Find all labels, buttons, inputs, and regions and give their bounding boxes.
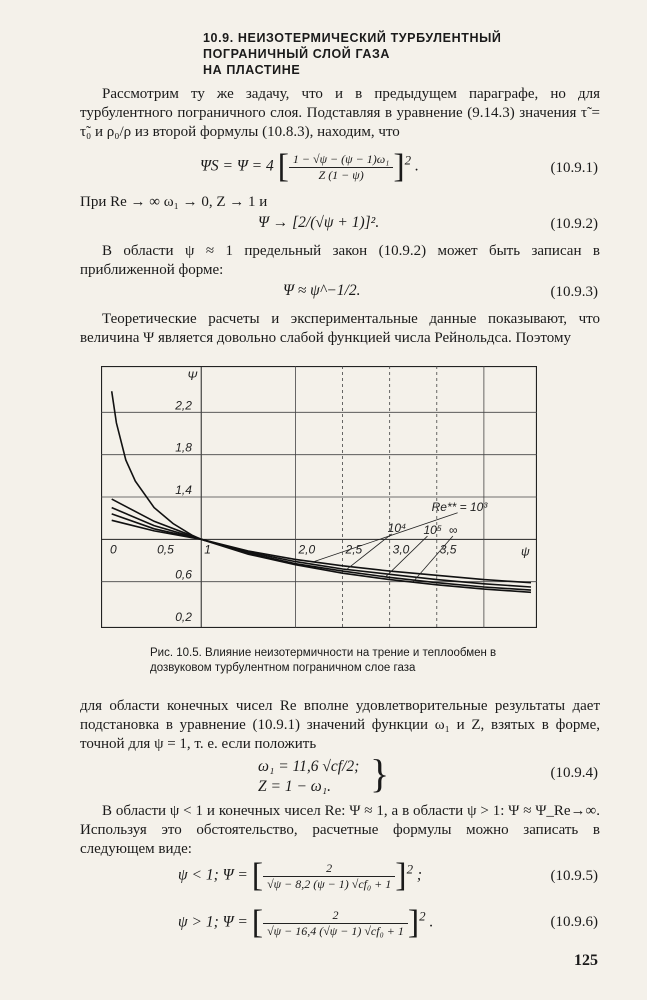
equation-10-9-3: Ψ ≈ ψ^−1/2.: [283, 282, 361, 299]
heading-line-2: ПОГРАНИЧНЫЙ СЛОЙ ГАЗА: [203, 47, 391, 61]
heading-line-1: 10.9. НЕИЗОТЕРМИЧЕСКИЙ ТУРБУЛЕНТНЫЙ: [203, 31, 502, 45]
x-tick-label: 2,5: [345, 542, 363, 557]
series-line: [112, 391, 202, 539]
equation-4-brace: }: [370, 751, 390, 796]
equation-10-9-1: ΨS = Ψ = 4 [ $\frac{\text{1 − √ψ − (ψ − 1)ω₁}}{Z (1 - \psi)}$ ]$^2$ .: [200, 148, 419, 185]
figure-caption: Рис. 10.5. Влияние неизотермичности на трение и теплообмен в дозвуковом турбулентном пограничном слое газа: [150, 647, 497, 674]
annotation-leader: [314, 513, 457, 562]
annotation-label: ∞: [448, 523, 458, 538]
heading-line-3: НА ПЛАСТИНЕ: [203, 63, 301, 77]
equation-tag-2: (10.9.2): [550, 216, 598, 232]
section-heading: [203, 30, 523, 78]
equation-4-line-2: Z = 1 − ω₁.: [258, 778, 331, 795]
equation-tag-4: (10.9.4): [550, 765, 598, 781]
equation-4-line-1: ω₁ = 11,6 √cf/2;: [258, 758, 360, 775]
y-axis-label: Ψ: [187, 369, 198, 383]
x-tick-label: 3,5: [439, 542, 457, 557]
x-tick-label: 0,5: [157, 542, 174, 557]
page-number: 125: [574, 952, 598, 969]
equation-10-9-5: ψ < 1; Ψ = [ $\frac{2}{\text{√ψ − 8,2 (ψ − 1) √cf₀ + 1}}$ ]$^2$ ;: [178, 857, 423, 894]
y-tick-label: 1,8: [175, 440, 192, 455]
y-tick-label: 2,2: [175, 398, 192, 413]
y-tick-label: 1,4: [175, 483, 192, 497]
paragraph-3: В области ψ ≈ 1 предельный закон (10.9.2) может быть записан в приближенной форме:: [80, 243, 600, 278]
x-tick-label: 1: [204, 542, 211, 557]
annotation-label: Re** = 10³: [431, 499, 488, 514]
equation-10-9-4: [258, 757, 359, 797]
x-tick-label: 0: [110, 542, 117, 557]
annotation-label: 10⁴: [387, 520, 407, 535]
equation-tag-1: (10.9.1): [550, 160, 598, 176]
x-tick-label: 3,0: [392, 542, 410, 557]
chart-tick-labels: [110, 398, 457, 624]
y-tick-label: 0,6: [175, 567, 192, 582]
equation-tag-3: (10.9.3): [550, 284, 598, 300]
figure-chart: [101, 366, 537, 628]
y-tick-label: 0,2: [175, 610, 192, 624]
x-tick-label: 2,0: [298, 542, 316, 557]
x-axis-label: ψ: [521, 544, 530, 559]
annotation-label: 10⁵: [423, 523, 442, 538]
equation-10-9-6: ψ > 1; Ψ = [ $\frac{2}{\text{√ψ − 16,4 (√ψ − 1) √cf₀ + 1}}$ ]$^2$ .: [178, 904, 434, 941]
paragraph-6: В области ψ < 1 и конечных чисел Re: Ψ ≈ 1, а в области ψ > 1: Ψ ≈ Ψ_Re→∞. Используя это обстоятельство, расчетные формулы можно записать в следующем виде:: [80, 803, 600, 857]
paragraph-4: Теоретические расчеты и экспериментальные данные показывают, что величина Ψ является довольно слабой функцией числа Рейнольдса. Поэтому: [80, 311, 600, 346]
equation-tag-6: (10.9.6): [550, 914, 598, 930]
equation-tag-5: (10.9.5): [550, 868, 598, 884]
paragraph-1: Рассмотрим ту же задачу, что и в предыдущем параграфе, но для турбулентного пограничного слоя. Подставляя в уравнение (9.14.3) значения τ̃ = τ̃₀ и ρ₀/ρ из второй формулы (10.8.3), находим, что: [80, 86, 600, 140]
paragraph-5: для области конечных чисел Re вполне удовлетворительные результаты дает подстановка в уравнение (10.9.1) значений функции ω₁ и Z, взятых в форме, точной для ψ = 1, т. е. если положить: [80, 698, 600, 752]
equation-10-9-2: Ψ → [2/(√ψ + 1)]².: [258, 214, 380, 231]
paragraph-2: При Re → ∞ ω₁ → 0, Z → 1 и: [80, 194, 268, 210]
